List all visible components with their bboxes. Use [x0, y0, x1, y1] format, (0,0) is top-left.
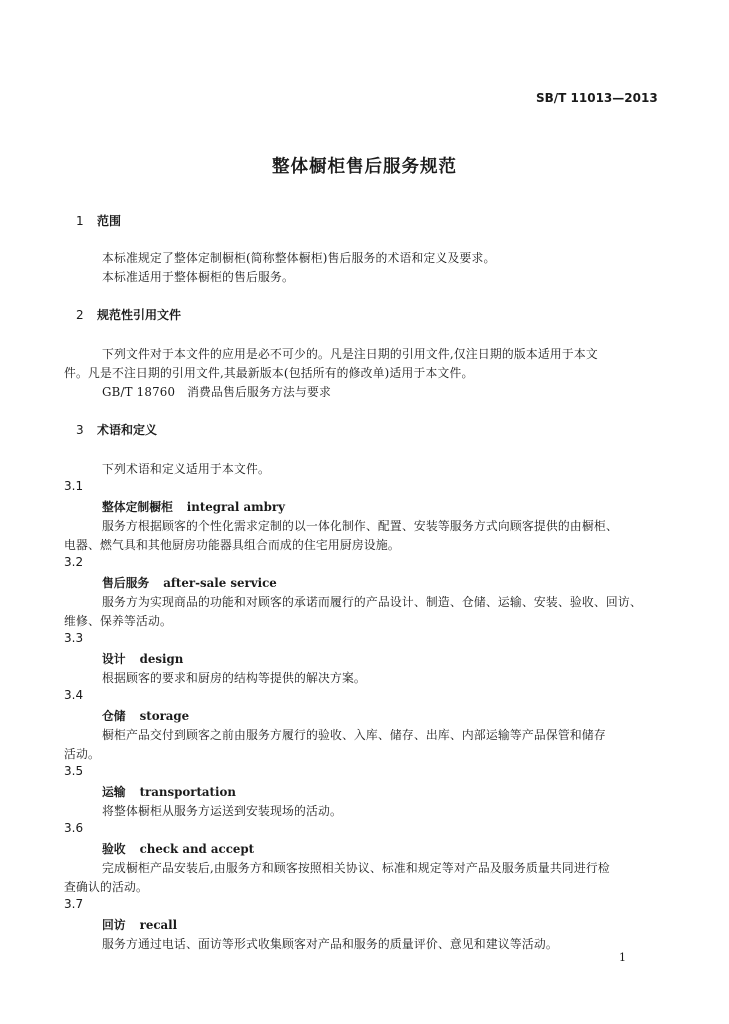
standard-number: SB/T 11013—2013 [536, 91, 658, 105]
definition-number: 3.3 [64, 631, 84, 645]
term-en: storage [139, 709, 190, 723]
section-title: 范围 [97, 214, 122, 228]
term-en: transportation [139, 785, 236, 799]
term-en: integral ambry [186, 500, 285, 514]
definition-text: 查确认的活动。 [64, 880, 148, 894]
definition-number: 3.2 [64, 555, 84, 569]
term-en: recall [139, 918, 178, 932]
definition-term [102, 916, 177, 933]
definition-text: 根据顾客的要求和厨房的结构等提供的解决方案。 [102, 671, 366, 685]
term-zh: 验收 [102, 842, 126, 856]
section-number: 3 [76, 423, 84, 437]
document-title: 整体橱柜售后服务规范 [272, 157, 457, 177]
definition-term [102, 650, 183, 667]
paragraph: 下列文件对于本文件的应用是必不可少的。凡是注日期的引用文件,仅注日期的版本适用于本文 [102, 347, 598, 361]
definition-number: 3.4 [64, 688, 84, 702]
term-en: after-sale service [163, 576, 277, 590]
term-zh: 仓储 [102, 709, 126, 723]
page-number: 1 [619, 951, 626, 964]
definition-text: 维修、保养等活动。 [64, 614, 172, 628]
section-heading-scope [76, 212, 121, 229]
definition-term [102, 707, 189, 724]
definition-text: 完成橱柜产品安装后,由服务方和顾客按照相关协议、标准和规定等对产品及服务质量共同进行检 [102, 861, 610, 875]
section-title: 规范性引用文件 [97, 308, 182, 322]
term-en: design [139, 652, 184, 666]
term-zh: 整体定制橱柜 [102, 500, 173, 514]
reference-item: GB/T 18760 消费品售后服务方法与要求 [102, 385, 332, 399]
section-heading-normative-references [76, 306, 181, 323]
definition-number: 3.7 [64, 897, 84, 911]
term-zh: 售后服务 [102, 576, 150, 590]
paragraph: 本标准适用于整体橱柜的售后服务。 [102, 270, 294, 284]
section-heading-terms [76, 421, 157, 438]
section-number: 2 [76, 308, 84, 322]
definition-term [102, 840, 254, 857]
definition-text: 服务方根据顾客的个性化需求定制的以一体化制作、配置、安装等服务方式向顾客提供的由橱柜、 [102, 519, 618, 533]
definition-term [102, 574, 277, 591]
paragraph: 下列术语和定义适用于本文件。 [102, 462, 270, 476]
definition-text: 橱柜产品交付到顾客之前由服务方履行的验收、入库、储存、出库、内部运输等产品保管和储存 [102, 728, 606, 742]
definition-number: 3.5 [64, 764, 84, 778]
definition-text: 活动。 [64, 747, 100, 761]
section-number: 1 [76, 214, 84, 228]
term-en: check and accept [139, 842, 255, 856]
definition-text: 服务方通过电话、面访等形式收集顾客对产品和服务的质量评价、意见和建议等活动。 [102, 937, 558, 951]
term-zh: 运输 [102, 785, 126, 799]
definition-term [102, 783, 236, 800]
definition-number: 3.1 [64, 479, 84, 493]
paragraph: 件。凡是不注日期的引用文件,其最新版本(包括所有的修改单)适用于本文件。 [64, 366, 474, 380]
definition-text: 将整体橱柜从服务方运送到安装现场的活动。 [102, 804, 342, 818]
definition-number: 3.6 [64, 821, 84, 835]
definition-text: 电器、燃气具和其他厨房功能器具组合而成的住宅用厨房设施。 [64, 538, 400, 552]
term-zh: 回访 [102, 918, 126, 932]
section-title: 术语和定义 [97, 423, 158, 437]
definition-term [102, 498, 285, 515]
paragraph: 本标准规定了整体定制橱柜(简称整体橱柜)售后服务的术语和定义及要求。 [102, 251, 496, 265]
definition-text: 服务方为实现商品的功能和对顾客的承诺而履行的产品设计、制造、仓储、运输、安装、验收、回访、 [102, 595, 642, 609]
term-zh: 设计 [102, 652, 126, 666]
